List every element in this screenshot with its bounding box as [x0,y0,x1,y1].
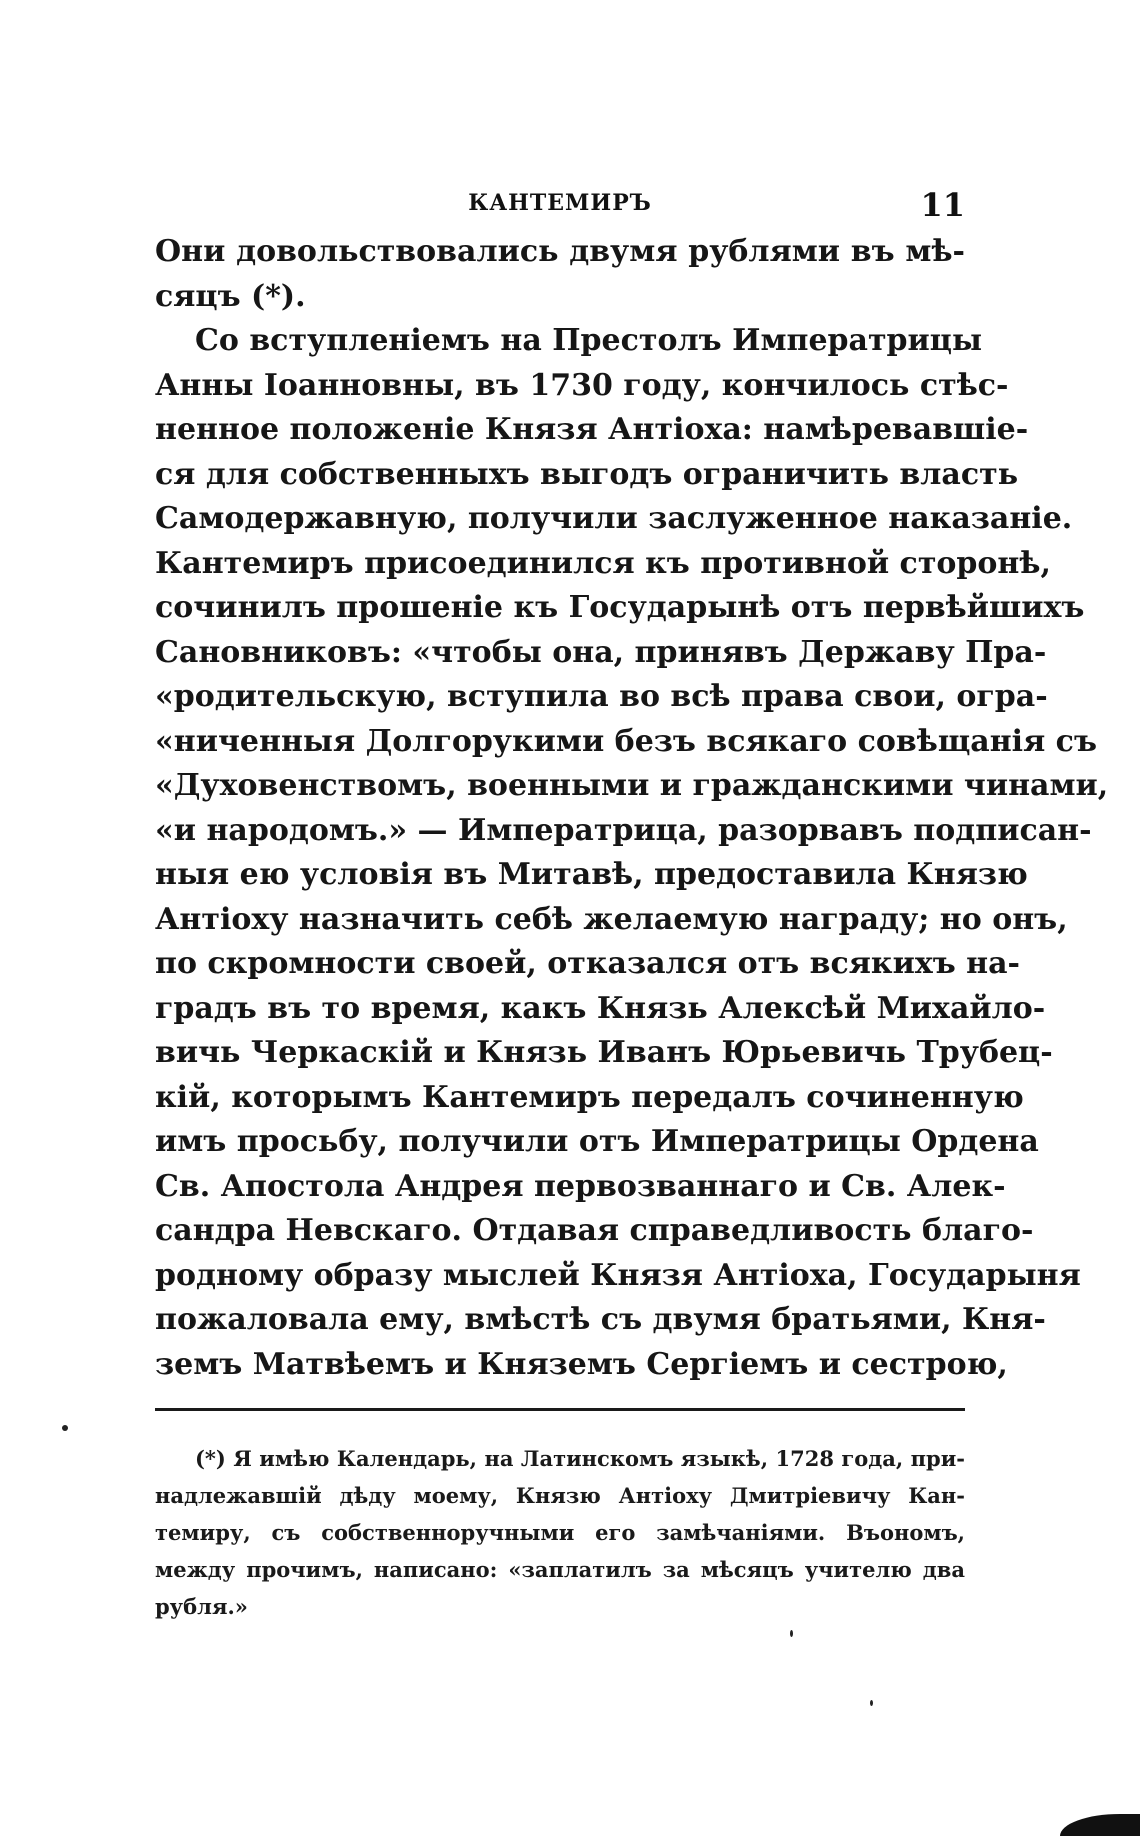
text-line: Они довольствовались двумя рублями въ мѣ- [155,234,965,269]
text-line: кій, которымъ Кантемиръ передалъ сочиненную [155,1079,1024,1115]
scan-edge-mark [1060,1814,1140,1836]
footnote-line: (*) Я имѣю Календарь, на Латинскомъ языкѣ, 1728 года, при- [195,1446,965,1471]
text-line: сочинилъ прошеніе къ Государынѣ отъ первѣйшихъ [155,590,1085,625]
text-line: Анны Іоанновны, въ 1730 году, кончилось стѣс- [155,367,1009,403]
text-line: Кантемиръ присоединился къ противной сторонѣ, [155,545,1051,581]
text-line: Со вступленіемъ на Престолъ Императрицы [195,323,983,358]
text-line: градъ въ то время, какъ Князь Алексѣй Михайло- [155,990,1046,1026]
running-head [155,186,965,226]
text-line: Антіоху назначить себѣ желаемую награду; но онъ, [155,901,1068,937]
ink-speck [790,1630,793,1637]
text-line: «и народомъ.» — Императрица, разорвавъ подписан- [155,812,1092,848]
running-title: КАНТЕМИРЪ [468,190,652,216]
text-line: сяцъ (*). [155,278,306,314]
ink-speck [62,1425,68,1431]
text-line: «родительскую, вступила во всѣ права свои, огра- [155,679,1048,714]
ink-speck [870,1700,873,1706]
page-number: 11 [920,186,965,224]
text-line: «ниченныя Долгорукими безъ всякаго совѣщанія съ [155,723,1097,759]
footnote-line: темиру, съ собственноручными его замѣчаніями. Въономъ, [155,1520,965,1545]
footnote-line: между прочимъ, написано: «заплатилъ за мѣсяцъ учителю два [155,1557,965,1582]
text-line: пожаловала ему, вмѣстѣ съ двумя братьями, Кня- [155,1302,1046,1337]
text-line: «Духовенствомъ, военными и гражданскими чинами, [155,768,1109,803]
body-text [155,230,1109,1387]
text-line: земъ Матвѣемъ и Княземъ Сергіемъ и сестрою, [155,1346,1008,1382]
text-line: Св. Апостола Андрея первозваннаго и Св. Алек- [155,1168,1006,1204]
text-line: Самодержавную, получили заслуженное наказаніе. [155,501,1073,536]
footnote-line: надлежавшій дѣду моему, Князю Антіоху Дмитріевичу Кан- [155,1483,965,1508]
text-line: сандра Невскаго. Отдавая справедливость благо- [155,1213,1034,1248]
text-line: родному образу мыслей Князя Антіоха, Государыня [155,1257,1081,1293]
text-line: ся для собственныхъ выгодъ ограничить власть [155,456,1019,492]
footnote-divider [155,1408,965,1411]
text-line: по скромности своей, отказался отъ всякихъ на- [155,946,1021,981]
text-line: вичь Черкаскій и Князь Иванъ Юрьевичь Трубец- [155,1035,1053,1070]
text-line: ненное положеніе Князя Антіоха: намѣревавшіе- [155,412,1029,447]
text-line: Сановниковъ: «чтобы она, принявъ Державу Пра- [155,634,1047,670]
footnote-line: рубля.» [155,1594,248,1619]
text-line: ныя ею условія въ Митавѣ, предоставила Князю [155,857,1028,892]
text-line: имъ просьбу, получили отъ Императрицы Ордена [155,1124,1039,1159]
footnote [155,1440,965,1625]
